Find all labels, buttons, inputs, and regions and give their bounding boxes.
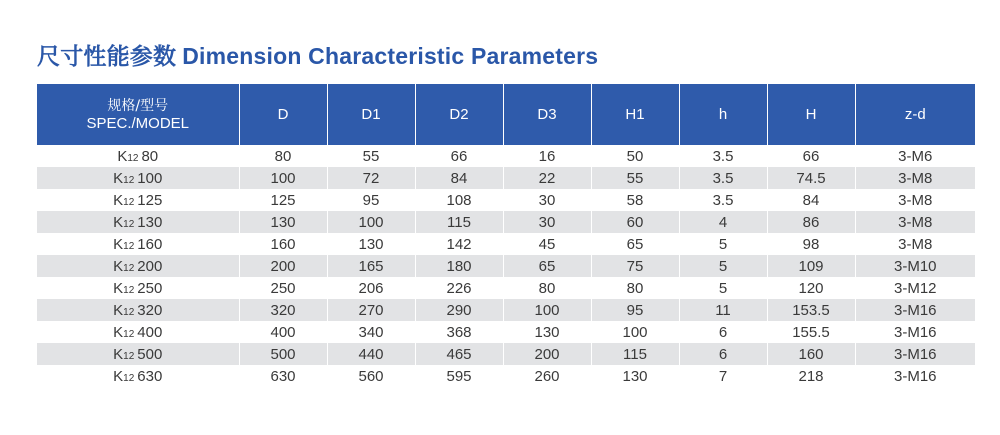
cell-h: 120 (767, 277, 855, 299)
cell-h1: 50 (591, 145, 679, 167)
cell-z-d: 3-M16 (855, 365, 975, 387)
model-cell (37, 167, 239, 189)
cell-d3: 80 (503, 277, 591, 299)
cell-d1: 560 (327, 365, 415, 387)
dimension-table (37, 84, 975, 387)
model-subscript: 12 (123, 328, 135, 340)
cell-d: 400 (239, 321, 327, 343)
header-d2: D2 (415, 84, 503, 145)
model-number: 160 (137, 235, 163, 253)
cell-h: 66 (767, 145, 855, 167)
cell-h: 218 (767, 365, 855, 387)
cell-d3: 22 (503, 167, 591, 189)
cell-d: 500 (239, 343, 327, 365)
cell-z-d: 3-M16 (855, 321, 975, 343)
model-number: 100 (137, 169, 163, 187)
cell-d: 160 (239, 233, 327, 255)
model-prefix: K (113, 367, 124, 385)
cell-d1: 270 (327, 299, 415, 321)
model-subscript: 12 (123, 350, 135, 362)
cell-h1: 65 (591, 233, 679, 255)
cell-h-small: 3.5 (679, 167, 767, 189)
cell-d3: 100 (503, 299, 591, 321)
cell-h1: 80 (591, 277, 679, 299)
model-number: 250 (137, 279, 163, 297)
cell-d2: 465 (415, 343, 503, 365)
model-prefix: K (113, 257, 124, 275)
cell-h-small: 4 (679, 211, 767, 233)
cell-d1: 340 (327, 321, 415, 343)
cell-h-small: 11 (679, 299, 767, 321)
cell-h1: 60 (591, 211, 679, 233)
cell-d: 320 (239, 299, 327, 321)
page-title (37, 38, 598, 71)
cell-d: 630 (239, 365, 327, 387)
model-cell (37, 343, 239, 365)
cell-d3: 65 (503, 255, 591, 277)
table-body (37, 145, 975, 387)
table-header-row (37, 84, 975, 145)
table-row (37, 255, 975, 277)
table-row (37, 189, 975, 211)
cell-d: 80 (239, 145, 327, 167)
cell-h-small: 7 (679, 365, 767, 387)
cell-z-d: 3-M8 (855, 211, 975, 233)
model-subscript: 12 (123, 372, 135, 384)
cell-d2: 595 (415, 365, 503, 387)
cell-d1: 440 (327, 343, 415, 365)
model-cell (37, 277, 239, 299)
model-number: 130 (137, 213, 163, 231)
cell-h1: 55 (591, 167, 679, 189)
cell-h: 86 (767, 211, 855, 233)
cell-d: 130 (239, 211, 327, 233)
cell-h: 98 (767, 233, 855, 255)
cell-h-small: 5 (679, 255, 767, 277)
model-cell (37, 255, 239, 277)
cell-d: 100 (239, 167, 327, 189)
table-row (37, 365, 975, 387)
cell-d2: 66 (415, 145, 503, 167)
model-prefix: K (113, 301, 124, 319)
model-prefix: K (113, 323, 124, 341)
cell-h1: 75 (591, 255, 679, 277)
cell-d3: 16 (503, 145, 591, 167)
cell-d1: 206 (327, 277, 415, 299)
cell-d2: 115 (415, 211, 503, 233)
cell-d2: 108 (415, 189, 503, 211)
cell-d2: 368 (415, 321, 503, 343)
table-row (37, 233, 975, 255)
cell-z-d: 3-M16 (855, 299, 975, 321)
model-number: 320 (137, 301, 163, 319)
model-number: 80 (141, 147, 159, 165)
model-cell (37, 321, 239, 343)
cell-h-small: 6 (679, 343, 767, 365)
model-number: 630 (137, 367, 163, 385)
model-cell (37, 189, 239, 211)
cell-h: 160 (767, 343, 855, 365)
cell-h: 84 (767, 189, 855, 211)
table-row (37, 277, 975, 299)
cell-d1: 165 (327, 255, 415, 277)
table-row (37, 343, 975, 365)
model-cell (37, 211, 239, 233)
cell-d: 250 (239, 277, 327, 299)
cell-h1: 58 (591, 189, 679, 211)
cell-z-d: 3-M12 (855, 277, 975, 299)
table-row (37, 145, 975, 167)
model-cell (37, 299, 239, 321)
cell-h1: 95 (591, 299, 679, 321)
cell-d: 125 (239, 189, 327, 211)
cell-h: 109 (767, 255, 855, 277)
cell-d2: 226 (415, 277, 503, 299)
cell-z-d: 3-M8 (855, 233, 975, 255)
header-h: H (767, 84, 855, 145)
cell-d2: 290 (415, 299, 503, 321)
table-row (37, 167, 975, 189)
model-prefix: K (113, 345, 124, 363)
model-prefix: K (117, 147, 128, 165)
cell-h-small: 5 (679, 233, 767, 255)
cell-z-d: 3-M6 (855, 145, 975, 167)
model-subscript: 12 (123, 284, 135, 296)
cell-d3: 30 (503, 211, 591, 233)
cell-z-d: 3-M8 (855, 167, 975, 189)
model-prefix: K (113, 235, 124, 253)
header-model (37, 84, 239, 145)
header-model-zh: 规格/型号 (107, 97, 169, 114)
cell-d1: 100 (327, 211, 415, 233)
cell-d1: 130 (327, 233, 415, 255)
table-row (37, 321, 975, 343)
cell-h: 74.5 (767, 167, 855, 189)
model-cell (37, 233, 239, 255)
model-cell (37, 365, 239, 387)
model-subscript: 12 (123, 262, 135, 274)
header-h1: H1 (591, 84, 679, 145)
cell-d3: 45 (503, 233, 591, 255)
cell-h-small: 5 (679, 277, 767, 299)
cell-d1: 95 (327, 189, 415, 211)
cell-z-d: 3-M8 (855, 189, 975, 211)
model-number: 400 (137, 323, 163, 341)
cell-h: 153.5 (767, 299, 855, 321)
model-subscript: 12 (127, 152, 139, 164)
page-title-en: Dimension Characteristic Parameters (182, 43, 599, 69)
header-d: D (239, 84, 327, 145)
model-prefix: K (113, 279, 124, 297)
model-subscript: 12 (123, 174, 135, 186)
header-h-small: h (679, 84, 767, 145)
header-d1: D1 (327, 84, 415, 145)
cell-d3: 260 (503, 365, 591, 387)
table-row (37, 211, 975, 233)
model-prefix: K (113, 191, 124, 209)
header-d3: D3 (503, 84, 591, 145)
cell-h1: 130 (591, 365, 679, 387)
header-z-d: z-d (855, 84, 975, 145)
cell-d1: 55 (327, 145, 415, 167)
cell-h1: 115 (591, 343, 679, 365)
model-subscript: 12 (123, 306, 135, 318)
header-model-en: SPEC./MODEL (86, 114, 190, 132)
model-prefix: K (113, 213, 124, 231)
cell-z-d: 3-M16 (855, 343, 975, 365)
cell-h-small: 3.5 (679, 189, 767, 211)
cell-h1: 100 (591, 321, 679, 343)
table-row (37, 299, 975, 321)
cell-d3: 30 (503, 189, 591, 211)
cell-z-d: 3-M10 (855, 255, 975, 277)
cell-d3: 200 (503, 343, 591, 365)
cell-d2: 84 (415, 167, 503, 189)
cell-h: 155.5 (767, 321, 855, 343)
model-number: 200 (137, 257, 163, 275)
cell-d: 200 (239, 255, 327, 277)
model-number: 125 (137, 191, 163, 209)
page-title-zh: 尺寸性能参数 (37, 44, 177, 70)
model-subscript: 12 (123, 240, 135, 252)
cell-d3: 130 (503, 321, 591, 343)
cell-h-small: 3.5 (679, 145, 767, 167)
model-subscript: 12 (123, 196, 135, 208)
cell-h-small: 6 (679, 321, 767, 343)
cell-d1: 72 (327, 167, 415, 189)
model-cell (37, 145, 239, 167)
model-number: 500 (137, 345, 163, 363)
cell-d2: 180 (415, 255, 503, 277)
cell-d2: 142 (415, 233, 503, 255)
model-subscript: 12 (123, 218, 135, 230)
model-prefix: K (113, 169, 124, 187)
